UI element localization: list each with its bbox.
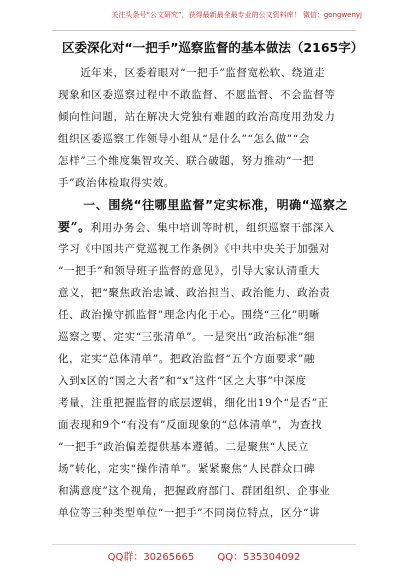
- text-line: 近年来，区委着眼对“一把手”监督宽松软、绕道走: [58, 67, 326, 79]
- header-divider: [52, 30, 356, 31]
- text-line: 怎样”三个维度集智攻关、联合破题，努力推动“一把: [58, 155, 315, 167]
- header-banner: 关注头条号“公文研究”，获得最新最全最专业的公文资料库！ 微信：gongwenyj: [111, 11, 362, 19]
- text-line: [58, 216, 354, 238]
- footer-contact: [0, 548, 408, 563]
- footer-divider: [52, 544, 356, 545]
- text-line: 入到x区的“国之大者”和“x”这件“区之大事”中深度: [58, 375, 307, 387]
- qq-number: QQ：535304092: [217, 552, 301, 563]
- text-line: “一把手”政治偏差提供基本遵循。二是聚焦“人民立: [58, 441, 310, 453]
- text-line: 巡察之要、定实“三张清单”。一是突出“政治标准”细: [58, 331, 315, 343]
- text-line: 倾向性问题，站在解决大党独有难题的政治高度用劲发力: [58, 111, 336, 123]
- qq-group-number: QQ群：30265665: [107, 552, 195, 563]
- section-1-text-start: 利用办务会、集中培训等时机，组织巡察干部深入: [90, 222, 335, 234]
- section-1-heading: 一、围绕“往哪里监督”定实标准，明确“巡察之: [58, 198, 349, 212]
- text-line: 单位等三种类型单位“一把手”不同岗位特点，区分“讲: [58, 507, 321, 519]
- text-line: 组织区委巡察工作领导小组从“是什么”“怎么做”“会: [58, 133, 310, 145]
- text-line: 和满意度”这个视角，把握政府部门、群团组织、企事业: [58, 485, 331, 497]
- intro-paragraph: [58, 62, 354, 194]
- text-line: 手”政治体检取得实效。: [58, 177, 175, 189]
- document-body: [58, 62, 354, 524]
- text-line: 现象和区委巡察过程中不敢监督、不愿监督、不会监督等: [58, 89, 336, 101]
- text-line: “一把手”和领导班子监督的意见》，引导大家认清重大: [58, 265, 320, 277]
- text-line: 化，定实“总体清单”。把政治监督“五个方面要求”融: [58, 353, 315, 365]
- document-title: 区委深化对“一把手”巡察监督的基本做法（2165字）: [62, 40, 364, 55]
- section-1-heading-end: 要”。: [58, 220, 91, 234]
- section-1-paragraph: [58, 194, 354, 524]
- text-line: 学习《中国共产党巡视工作条例》《中共中央关于加强对: [58, 243, 331, 255]
- text-line: 意义，把“聚焦政治忠诚、政治担当、政治能力、政治责: [58, 287, 331, 299]
- text-line: 考量，注重把握监督的底层逻辑，细化出19个“是否”正: [58, 397, 329, 409]
- text-line: 面表现和9个“有没有”反面现象的“总体清单”，为查找: [58, 419, 323, 431]
- text-line: 场”转化，定实“操作清单”。紧紧聚焦“人民群众口碑: [58, 463, 315, 475]
- text-line: 任、政治操守抓监督”理念内化于心。围绕“三化”明晰: [58, 309, 321, 321]
